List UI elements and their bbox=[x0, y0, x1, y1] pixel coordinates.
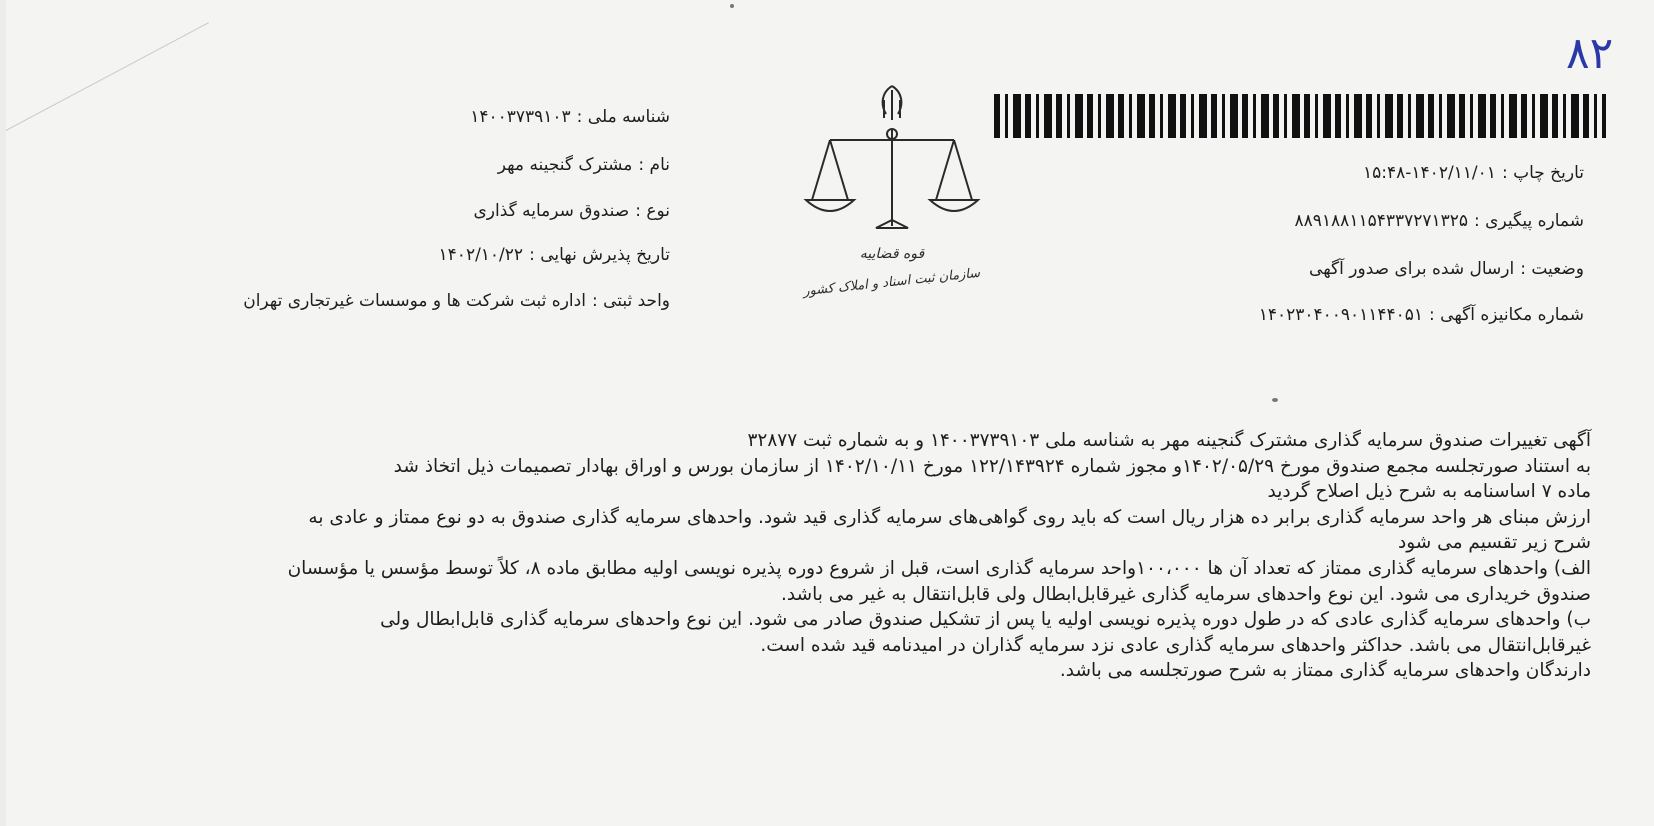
body-line: به استناد صورتجلسه مجمع صندوق مورخ ۱۴۰۲/۰۵/۲۹و مجوز شماره ۱۲۲/۱۴۳۹۲۴ مورخ ۱۴۰۲/۱۰/۱۱ از سازمان بورس و اوراق بهادار تصمیمات ذیل اتخاذ شد bbox=[393, 455, 1591, 477]
name-value: مشترک گنجینه مهر bbox=[497, 155, 633, 175]
mechanized-number-label: شماره مکانیزه آگهی : bbox=[1429, 305, 1584, 325]
scales-of-justice-icon bbox=[776, 78, 1008, 318]
registration-unit-field bbox=[243, 290, 670, 312]
type-field bbox=[473, 200, 670, 222]
tracking-number-label: شماره پیگیری : bbox=[1474, 211, 1584, 231]
body-line: دارندگان واحدهای سرمایه گذاری ممتاز به شرح صورتجلسه می باشد. bbox=[1059, 660, 1591, 682]
announcement-body bbox=[216, 428, 1591, 684]
registration-unit-label: واحد ثبتی : bbox=[591, 291, 670, 311]
barcode bbox=[994, 94, 1606, 138]
final-acceptance-date-value: ۱۴۰۲/۱۰/۲۲ bbox=[438, 245, 524, 265]
emblem-line1: قوه قضاییه bbox=[859, 246, 925, 262]
registration-unit-value: اداره ثبت شرکت ها و موسسات غیرتجاری تهران bbox=[243, 291, 586, 311]
body-line: غیرقابل‌انتقال می باشد. حداکثر واحدهای سرمایه گذاری عادی نزد سرمایه گذاران در امیدنامه قید شده است. bbox=[760, 634, 1591, 656]
type-label: نوع : bbox=[635, 201, 670, 221]
body-line: ارزش مبنای هر واحد سرمایه گذاری برابر ده هزار ریال است که باید روی گواهی‌های سرمایه گذاری قید شود. واحدهای سرمایه گذاری صندوق به دو نوع ممتاز و عادی به bbox=[308, 506, 1591, 528]
body-line: صندوق خریداری می شود. این نوع واحدهای سرمایه گذاری غیرقابل‌ابطال ولی قابل‌انتقال به غیر می باشد. bbox=[781, 583, 1591, 605]
name-label: نام : bbox=[638, 155, 670, 175]
name-field bbox=[498, 154, 670, 176]
national-id-value: ۱۴۰۰۳۷۳۹۱۰۳ bbox=[470, 107, 571, 127]
body-line: ب) واحدهای سرمایه گذاری عادی که در طول دوره پذیره نویسی اولیه یا پس از تشکیل صندوق صادر می شود. این نوع واحدهای سرمایه گذاری قابل‌ابطال ولی bbox=[380, 609, 1591, 631]
national-id-field bbox=[470, 106, 670, 128]
status-field bbox=[1309, 258, 1584, 280]
body-line: شرح زیر تقسیم می شود bbox=[1398, 532, 1591, 554]
status-value: ارسال شده برای صدور آگهی bbox=[1309, 259, 1515, 279]
tracking-number-value: ۸۸۹۱۸۸۱۱۵۴۳۳۷۲۷۱۳۲۵ bbox=[1294, 211, 1469, 231]
body-line: ماده ۷ اساسنامه به شرح ذیل اصلاح گردید bbox=[1267, 481, 1591, 503]
scan-speck bbox=[1272, 398, 1278, 402]
document-page bbox=[6, 0, 1654, 826]
final-acceptance-date-label: تاریخ پذیرش نهایی : bbox=[529, 245, 670, 265]
body-line: الف) واحدهای سرمایه گذاری ممتاز که تعداد آن ها ۱۰۰،۰۰۰واحد سرمایه گذاری است، قبل از شروع دوره پذیره نویسی اولیه مطابق ماده ۸، کلاً توسط مؤسس یا مؤسسان bbox=[287, 557, 1591, 579]
emblem-line2: سازمان ثبت اسناد و املاک کشور bbox=[802, 265, 981, 300]
mechanized-number-value: ۱۴۰۲۳۰۴۰۰۹۰۱۱۴۴۰۵۱ bbox=[1258, 305, 1424, 325]
print-date-value: ۱۴۰۲/۱۱/۰۱-۱۵:۴۸ bbox=[1363, 163, 1496, 183]
tracking-number-field bbox=[1295, 210, 1584, 232]
type-value: صندوق سرمایه گذاری bbox=[473, 201, 630, 221]
print-date-field bbox=[1363, 162, 1584, 184]
scan-speck bbox=[730, 4, 734, 8]
national-id-label: شناسه ملی : bbox=[576, 107, 670, 127]
body-line: آگهی تغییرات صندوق سرمایه گذاری مشترک گنجینه مهر به شناسه ملی ۱۴۰۰۳۷۳۹۱۰۳ و به شماره ثبت ۳۲۸۷۷ bbox=[747, 430, 1591, 451]
page-fold-line bbox=[0, 0, 209, 131]
mechanized-number-field bbox=[1259, 304, 1584, 326]
judiciary-emblem bbox=[776, 78, 1008, 318]
final-acceptance-date-field bbox=[439, 244, 670, 266]
print-date-label: تاریخ چاپ : bbox=[1501, 163, 1584, 183]
status-label: وضعیت : bbox=[1520, 259, 1584, 279]
handwritten-page-number: ۸۲ bbox=[1566, 28, 1614, 79]
